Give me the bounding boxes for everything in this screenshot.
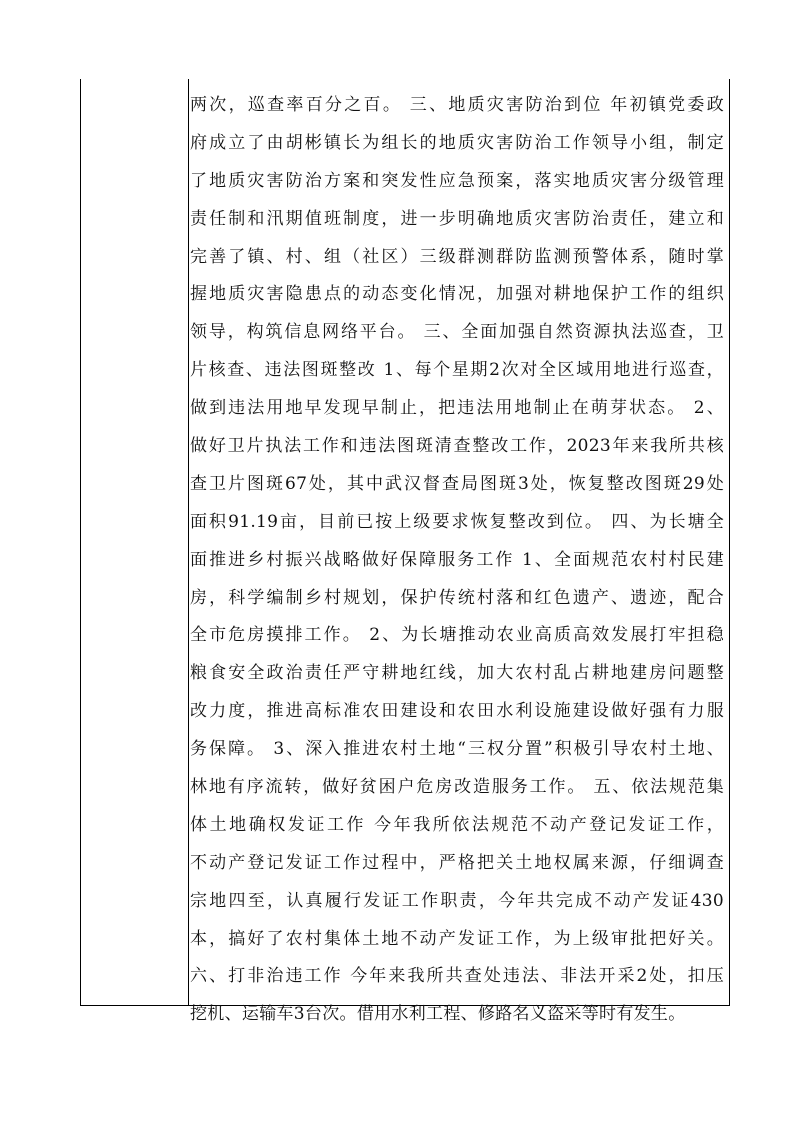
text-line: 做好卫片执法工作和违法图斑清查整改工作，2023年来我所共核 — [190, 436, 724, 457]
text-line: 林地有序流转，做好贫困户危房改造服务工作。 五、依法规范集 — [190, 777, 724, 798]
text-line: 片核查、违法图斑整改 1、每个星期2次对全区域用地进行巡查， — [190, 360, 724, 381]
text-line: 全市危房摸排工作。 2、为长塘推动农业高质高效发展打牢担稳 — [190, 625, 724, 646]
text-line: 面推进乡村振兴战略做好保障服务工作 1、全面规范农村村民建 — [190, 549, 724, 570]
text-line: 查卫片图斑67处，其中武汉督查局图斑3处，恢复整改图斑29处 — [190, 473, 724, 494]
table-text-cell — [190, 87, 724, 1025]
text-line: 六、打非治违工作 今年来我所共查处违法、非法开采2处，扣压 — [190, 966, 724, 987]
text-line: 本，搞好了农村集体土地不动产发证工作，为上级审批把好关。 — [190, 928, 724, 949]
text-line: 改力度，推进高标准农田建设和农田水利设施建设做好强有力服 — [190, 701, 724, 722]
text-line: 两次，巡查率百分之百。 三、地质灾害防治到位 年初镇党委政 — [190, 95, 724, 115]
text-line: 务保障。 3、深入推进农村土地“三权分置”积极引导农村土地、 — [190, 739, 724, 760]
text-line: 府成立了由胡彬镇长为组长的地质灾害防治工作领导小组，制定 — [190, 132, 724, 153]
text-line: 做到违法用地早发现早制止，把违法用地制止在萌芽状态。 2、 — [190, 398, 724, 419]
text-line: 了地质灾害防治方案和突发性应急预案，落实地质灾害分级管理 — [190, 170, 724, 191]
text-line: 责任制和汛期值班制度，进一步明确地质灾害防治责任，建立和 — [190, 208, 724, 229]
text-line: 房，科学编制乡村规划，保护传统村落和红色遗产、遗迹，配合 — [190, 587, 724, 608]
text-line: 粮食安全政治责任严守耕地红线，加大农村乱占耕地建房问题整 — [190, 663, 724, 684]
text-line: 面积91.19亩，目前已按上级要求恢复整改到位。 四、为长塘全 — [190, 511, 724, 532]
text-line: 宗地四至，认真履行发证工作职责，今年共完成不动产发证430 — [190, 890, 724, 911]
text-line: 领导，构筑信息网络平台。 三、全面加强自然资源执法巡查，卫 — [190, 322, 724, 343]
table-left-column — [81, 79, 189, 1005]
text-line: 挖机、运输车3台次。借用水利工程、修路名义盗采等时有发生。 — [190, 1004, 686, 1025]
document-table — [80, 79, 730, 1025]
text-line: 完善了镇、村、组（社区）三级群测群防监测预警体系，随时掌 — [190, 246, 724, 267]
text-line: 体土地确权发证工作 今年我所依法规范不动产登记发证工作， — [190, 814, 724, 835]
text-line: 不动产登记发证工作过程中，严格把关土地权属来源，仔细调查 — [190, 852, 724, 873]
text-line: 握地质灾害隐患点的动态变化情况，加强对耕地保护工作的组织 — [190, 284, 724, 305]
